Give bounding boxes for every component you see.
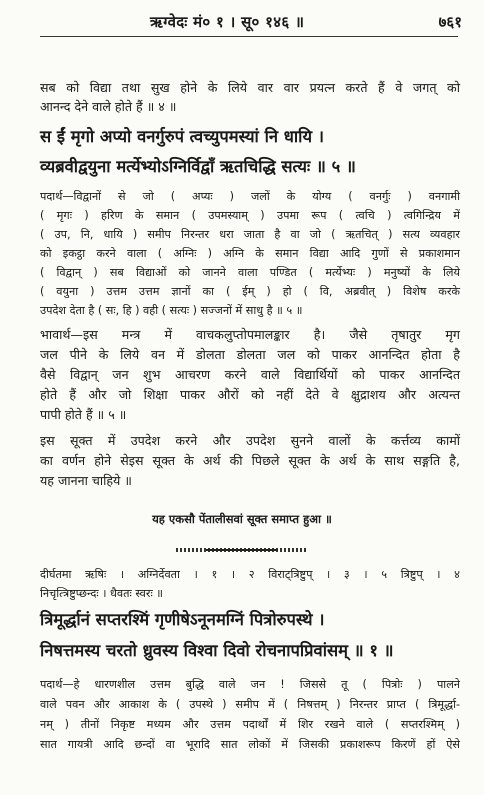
padarth-line: को इकट्ठा करने वाला ( अग्निः ) अग्नि के समान विद्या आदि गुणों से प्रकाशमान bbox=[40, 247, 460, 260]
padarth-line: उपदेश देता है ( सः, हि ) वही ( सत्यः ) सज्जनों में साधु है ॥ ५ ॥ bbox=[40, 304, 303, 317]
page-header bbox=[0, 10, 484, 32]
padarth-line: पदार्थ—हे धारणशील उत्तम बुद्धि वाले जन ! जिससे तू ( पित्रोः ) पालने bbox=[40, 678, 460, 691]
padarth-line: पदार्थ—विद्वानों से जो ( अप्यः ) जलों के योग्य ( वनर्गुः ) वनगामी bbox=[40, 190, 460, 203]
padarth-line: वाले पवन और आकाश के ( उपस्थे ) समीप में ( निषत्तम् ) निरन्तर प्राप्त ( त्रिमूर्द्धा- bbox=[40, 698, 460, 711]
verse-line: व्यब्रवीद्वयुना मर्त्येभ्योऽग्निर्विद्वाँ ऋतचिद्धि सत्यः ॥ ५ ॥ bbox=[40, 157, 356, 176]
verse-line: त्रिमूर्द्धानं सप्तरश्मिं गृणीषेऽनूनमग्निं पित्रोरुपस्थे । bbox=[40, 610, 325, 629]
summary-line: का वर्णन होने सेइस सूक्त के अर्थ की पिछले सूक्त के अर्थ के साथ सङ्गति है, bbox=[40, 453, 460, 468]
summary-line: इस सूक्त में उपदेश करने और उपदेश सुनने वालों के कर्त्तव्य कामों bbox=[40, 433, 460, 448]
padarth-line: ( वयुना ) उत्तम उत्तम ज्ञानों का ( ईम् ) हो ( वि, अब्रवीत् ) विशेष करके bbox=[40, 285, 460, 298]
summary-line: यह जानना चाहिये ॥ bbox=[40, 473, 132, 488]
meta-line: दीर्घतमा ऋषिः । अग्निर्देवता । १ । २ विराट्त्रिष्टुप् । ३ । ५ त्रिष्टुप् । ४ bbox=[40, 568, 460, 581]
bhavarth-line: भावार्थ—इस मन्त्र में वाचकलुप्तोपमालङ्कार है। जैसे तृषातुर मृग bbox=[40, 327, 460, 342]
verse-line: निषत्तमस्य चरतो ध्रुवस्य विश्वा दिवो रोचनापप्रिवांसम् ॥ १ ॥ bbox=[40, 641, 394, 660]
padarth-line: नम् ) तीनों निकृष्ट मध्यम और उत्तम पदार्थों में शिर रखने वाले ( सप्तरश्मिम् ) bbox=[40, 718, 460, 731]
verse-line: स ईं मृगो अप्यो वनर्गुरुपं त्वच्युपमस्यां नि धायि । bbox=[40, 127, 325, 146]
bhavarth-line: पापी होते हैं ॥ ५ ॥ bbox=[40, 407, 127, 422]
bhavarth-line: होते हैं और जो शिक्षा पाकर औरों को नहीं देते वे क्षुद्राशय और अत्यन्त bbox=[40, 387, 460, 402]
padarth-line: ( विद्वान् ) सब विद्याओं को जानने वाला पण्डित ( मर्त्येभ्यः ) मनुष्यों के लिये bbox=[40, 266, 460, 279]
intro-line: आनन्द देने वाले होते हैं ॥ ४ ॥ bbox=[40, 99, 177, 114]
page-number: ७६१ bbox=[438, 13, 462, 31]
bhavarth-line: जल पीने के लिये वन में डोलता डोलता जल को पाकर आनन्दित होता है bbox=[40, 347, 460, 362]
padarth-line: ( उप, नि, धायि ) समीप निरन्तर धरा जाता है वा जो ( ऋतचित् ) सत्य व्यवहार bbox=[40, 228, 460, 241]
section-divider bbox=[176, 548, 308, 552]
sukta-closing: यह एकसौ पेंतालीसवां सूक्त समाप्त हुआ ॥ bbox=[152, 512, 332, 526]
meta-line: निचृत्त्रिष्टुप्छन्दः । धैवतः स्वरः ॥ bbox=[40, 587, 163, 600]
running-title: ऋग्वेदः मं० १ । सू० १४६ ॥ bbox=[150, 13, 305, 31]
intro-line: सब को विद्या तथा सुख होने के लिये वार वार प्रयत्न करते हैं वे जगत् को bbox=[40, 80, 460, 95]
padarth-line: ( मृगः ) हरिण के समान ( उपमस्याम् ) उपमा रूप ( त्वचि ) त्वगिन्द्रिय में bbox=[40, 209, 460, 222]
padarth-line: सात गायत्री आदि छन्दों वा भूरादि सात लोकों में जिसकी प्रकाशरूप किरणें हों ऐसे bbox=[40, 738, 460, 751]
bhavarth-line: वैसे विद्वान् जन शुभ आचरण करने वाले विद्यार्थियों को पाकर आनन्दित bbox=[40, 367, 460, 382]
header-rule bbox=[40, 36, 458, 37]
